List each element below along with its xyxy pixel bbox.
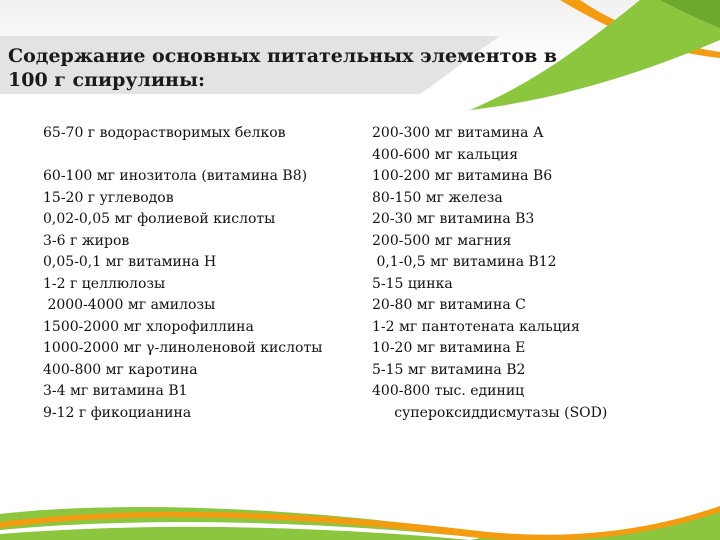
left-item: 60-100 мг инозитола (витамина В8) (43, 168, 308, 184)
left-nutrient-list (43, 123, 322, 424)
left-item: 1500-2000 мг хлорофиллина (43, 318, 254, 335)
left-item: 9-12 г фикоцианина (43, 404, 192, 421)
list-gap (43, 145, 322, 167)
right-item: 20-30 мг витамина В3 (372, 211, 535, 227)
left-item: 15-20 г углеводов (43, 189, 174, 206)
left-item: 0,02-0,05 мг фолиевой кислоты (43, 211, 276, 227)
left-item: 1000-2000 мг γ-линоленовой кислоты (43, 340, 323, 356)
right-item: 5-15 цинка (372, 275, 453, 292)
left-item: 0,05-0,1 мг витамина Н (43, 254, 217, 270)
right-item: 200-300 мг витамина А (372, 125, 544, 141)
right-item: 200-500 мг магния (372, 232, 512, 249)
right-item: 400-800 тыс. единиц (372, 383, 525, 399)
bottom-decoration (0, 470, 720, 540)
right-item: 20-80 мг витамина С (372, 297, 526, 313)
right-nutrient-list (372, 123, 607, 424)
right-item: 0,1-0,5 мг витамина В12 (372, 254, 557, 270)
left-item: 2000-4000 мг амилозы (43, 297, 216, 313)
right-item: 80-150 мг железа (372, 189, 503, 206)
left-item: 400-800 мг каротина (43, 361, 198, 378)
right-item: супероксиддисмутазы (SOD) (372, 404, 608, 421)
right-item: 5-15 мг витамина В2 (372, 361, 526, 378)
slide-title (8, 44, 568, 92)
right-item: 1-2 мг пантотената кальция (372, 318, 580, 335)
right-item: 100-200 мг витамина В6 (372, 168, 553, 184)
title-line-2: 100 г спирулины: (8, 69, 206, 91)
title-line-1: Содержание основных питательных элементов в (8, 45, 558, 67)
left-first-item: 65-70 г водорастворимых белков (43, 125, 286, 141)
right-item: 400-600 мг кальция (372, 146, 519, 163)
right-item: 10-20 мг витамина Е (372, 340, 526, 356)
left-item: 1-2 г целлюлозы (43, 275, 166, 292)
left-item: 3-4 мг витамина В1 (43, 383, 188, 399)
left-item: 3-6 г жиров (43, 232, 130, 249)
